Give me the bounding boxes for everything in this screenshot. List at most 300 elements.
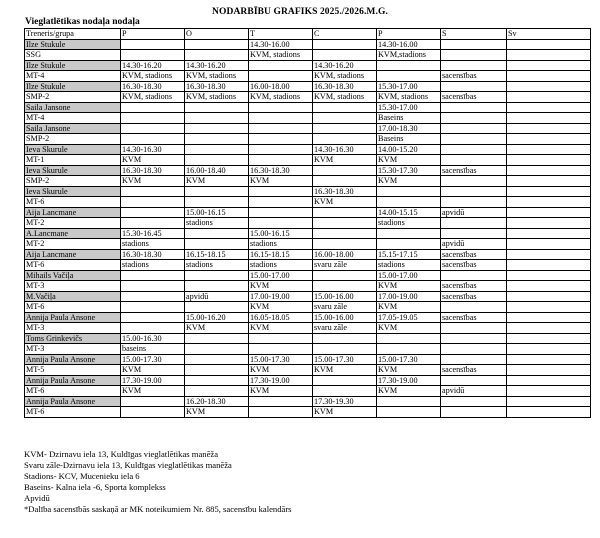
header-cell-thursday: C — [313, 29, 377, 40]
trainer-name-cell: Ieva Skurule — [25, 144, 121, 155]
schedule-cell — [313, 239, 377, 250]
group-row — [25, 50, 591, 61]
schedule-cell — [313, 281, 377, 292]
page-title: NODARBĪBU GRAFIKS 2025./2026.M.G. — [212, 7, 388, 17]
schedule-cell — [507, 92, 591, 103]
schedule-cell: stadions — [185, 218, 249, 229]
schedule-cell — [313, 375, 377, 386]
group-name-cell: SMP-2 — [25, 134, 121, 145]
schedule-cell — [185, 239, 249, 250]
schedule-cell: KVM — [313, 197, 377, 208]
schedule-cell: KVM — [249, 281, 313, 292]
schedule-cell: apvidū — [441, 207, 507, 218]
schedule-cell: Baseins — [377, 113, 441, 124]
schedule-cell — [313, 344, 377, 355]
trainer-row — [25, 165, 591, 176]
schedule-cell: KVM — [249, 386, 313, 397]
trainer-row — [25, 207, 591, 218]
group-row — [25, 386, 591, 397]
schedule-cell: KVM,stadions — [377, 50, 441, 61]
schedule-cell: 15.00-16.00 — [313, 312, 377, 323]
schedule-cell: 15.00-16.00 — [313, 291, 377, 302]
schedule-cell — [249, 218, 313, 229]
group-row — [25, 344, 591, 355]
schedule-cell — [377, 239, 441, 250]
schedule-cell — [121, 270, 185, 281]
schedule-cell: 15.00-16.20 — [185, 312, 249, 323]
schedule-cell — [507, 302, 591, 313]
schedule-cell — [507, 102, 591, 113]
schedule-cell: KVM — [313, 365, 377, 376]
schedule-cell: KVM — [121, 176, 185, 187]
schedule-cell — [185, 354, 249, 365]
schedule-cell: 16.00-18.00 — [313, 249, 377, 260]
schedule-cell: 15.00-17.30 — [249, 354, 313, 365]
trainer-name-cell: Ieva Skurule — [25, 165, 121, 176]
schedule-cell: KVM, stadions — [121, 71, 185, 82]
schedule-cell: KVM — [249, 176, 313, 187]
trainer-row — [25, 270, 591, 281]
group-name-cell: MT-6 — [25, 197, 121, 208]
trainer-name-cell: Aija Lancmane — [25, 249, 121, 260]
schedule-cell — [313, 218, 377, 229]
schedule-cell — [441, 134, 507, 145]
schedule-cell: sacensības — [441, 260, 507, 271]
schedule-cell: svaru zāle — [313, 302, 377, 313]
schedule-cell: 15.00-17.30 — [121, 354, 185, 365]
schedule-cell — [249, 134, 313, 145]
schedule-cell — [377, 344, 441, 355]
schedule-cell — [441, 354, 507, 365]
schedule-cell: 17.30-19.00 — [249, 375, 313, 386]
header-cell-friday: P — [377, 29, 441, 40]
schedule-cell: 16.20-18.30 — [185, 396, 249, 407]
schedule-cell — [121, 186, 185, 197]
schedule-cell — [441, 176, 507, 187]
trainer-name-cell: Ilze Stukule — [25, 39, 121, 50]
group-row — [25, 323, 591, 334]
department-subtitle: Vieglatlētikas nodaļa nodaļa — [25, 17, 140, 27]
schedule-cell — [507, 71, 591, 82]
header-cell-saturday: S — [441, 29, 507, 40]
schedule-cell — [249, 113, 313, 124]
schedule-cell: stadions — [121, 239, 185, 250]
header-cell-wednesday: T — [249, 29, 313, 40]
schedule-cell: 16.30-18.30 — [121, 249, 185, 260]
schedule-cell: 15.30-17.00 — [377, 81, 441, 92]
trainer-row — [25, 312, 591, 323]
schedule-cell: 14.30-16.20 — [121, 60, 185, 71]
schedule-cell: sacensības — [441, 365, 507, 376]
group-name-cell: MT-3 — [25, 344, 121, 355]
schedule-cell: KVM — [377, 176, 441, 187]
schedule-cell — [185, 123, 249, 134]
schedule-cell: 14.30-16.20 — [313, 60, 377, 71]
schedule-cell — [185, 375, 249, 386]
group-row — [25, 281, 591, 292]
schedule-cell: 15.30-16.45 — [121, 228, 185, 239]
schedule-cell — [185, 39, 249, 50]
schedule-cell — [507, 218, 591, 229]
trainer-name-cell: Aija Lancmane — [25, 207, 121, 218]
schedule-cell: KVM — [377, 323, 441, 334]
header-cell-sunday: Sv — [507, 29, 591, 40]
group-name-cell: MT-5 — [25, 365, 121, 376]
schedule-cell: 16.30-18.30 — [121, 165, 185, 176]
schedule-cell: KVM, stadions — [185, 92, 249, 103]
schedule-cell — [249, 102, 313, 113]
schedule-cell — [507, 333, 591, 344]
schedule-cell: 14.00-15.20 — [377, 144, 441, 155]
schedule-cell — [441, 144, 507, 155]
schedule-cell: sacensības — [441, 281, 507, 292]
schedule-cell — [507, 270, 591, 281]
legend-line: *Dalība sacensībās saskaņā ar MK noteikumiem Nr. 885, sacensību kalendārs — [24, 503, 292, 514]
schedule-body — [25, 29, 591, 418]
group-row — [25, 365, 591, 376]
schedule-cell: 15.00-17.00 — [249, 270, 313, 281]
trainer-name-cell: Saila Jansone — [25, 102, 121, 113]
schedule-cell — [507, 354, 591, 365]
group-name-cell: MT-6 — [25, 302, 121, 313]
schedule-cell — [377, 407, 441, 418]
schedule-cell: 17.00-18.30 — [377, 123, 441, 134]
trainer-name-cell: Ilze Stukule — [25, 81, 121, 92]
group-name-cell: MT-3 — [25, 281, 121, 292]
schedule-cell — [185, 197, 249, 208]
trainer-name-cell: Annija Paula Ansone — [25, 375, 121, 386]
schedule-cell: sacensības — [441, 291, 507, 302]
schedule-cell: 15.00-17.00 — [377, 270, 441, 281]
trainer-row — [25, 396, 591, 407]
schedule-cell — [507, 323, 591, 334]
schedule-cell — [507, 281, 591, 292]
trainer-row — [25, 39, 591, 50]
schedule-cell — [121, 39, 185, 50]
schedule-cell — [441, 333, 507, 344]
schedule-cell: 17.30-19.00 — [121, 375, 185, 386]
schedule-cell: sacensības — [441, 71, 507, 82]
trainer-name-cell: Mihails Vačiļa — [25, 270, 121, 281]
trainer-row — [25, 333, 591, 344]
trainer-name-cell: M.Vačiļa — [25, 291, 121, 302]
schedule-cell — [507, 155, 591, 166]
schedule-cell: 15.30-17.00 — [377, 102, 441, 113]
schedule-cell — [441, 102, 507, 113]
schedule-cell: stadions — [377, 218, 441, 229]
schedule-cell: 16.30-18.30 — [185, 81, 249, 92]
schedule-cell: KVM — [185, 407, 249, 418]
schedule-cell — [377, 333, 441, 344]
schedule-cell — [249, 396, 313, 407]
group-name-cell: MT-1 — [25, 155, 121, 166]
schedule-cell: sacensības — [441, 249, 507, 260]
group-row — [25, 302, 591, 313]
schedule-cell: KVM — [121, 155, 185, 166]
schedule-cell — [507, 344, 591, 355]
schedule-cell — [313, 123, 377, 134]
trainer-name-cell: Annija Paula Ansone — [25, 312, 121, 323]
schedule-cell — [507, 134, 591, 145]
legend — [24, 449, 292, 514]
schedule-cell: 17.00-19.00 — [377, 291, 441, 302]
schedule-cell — [185, 281, 249, 292]
schedule-cell — [441, 323, 507, 334]
schedule-cell — [121, 134, 185, 145]
schedule-cell — [441, 218, 507, 229]
schedule-cell — [185, 344, 249, 355]
schedule-cell: sacensības — [441, 92, 507, 103]
schedule-cell — [377, 60, 441, 71]
schedule-cell: baseins — [121, 344, 185, 355]
group-row — [25, 218, 591, 229]
header-cell-tuesday: O — [185, 29, 249, 40]
schedule-cell — [441, 39, 507, 50]
trainer-name-cell: A.Lancmane — [25, 228, 121, 239]
schedule-cell: 15.00-17.30 — [377, 354, 441, 365]
schedule-cell: 15.30-17.30 — [377, 165, 441, 176]
trainer-row — [25, 60, 591, 71]
schedule-cell — [249, 60, 313, 71]
schedule-cell: KVM, stadions — [249, 50, 313, 61]
schedule-cell: 15.00-16.15 — [185, 207, 249, 218]
legend-line: Apvidū — [24, 492, 50, 503]
group-name-cell: SMP-2 — [25, 92, 121, 103]
schedule-cell: 15.15-17.15 — [377, 249, 441, 260]
schedule-cell — [507, 60, 591, 71]
schedule-cell — [249, 197, 313, 208]
schedule-cell — [121, 207, 185, 218]
schedule-cell: svaru zāle — [313, 260, 377, 271]
schedule-cell — [507, 197, 591, 208]
trainer-row — [25, 375, 591, 386]
schedule-cell: 15.00-16.30 — [121, 333, 185, 344]
schedule-cell: KVM — [377, 281, 441, 292]
schedule-cell: 16.00-18.40 — [185, 165, 249, 176]
schedule-cell — [249, 207, 313, 218]
schedule-cell — [121, 197, 185, 208]
group-name-cell: MT-6 — [25, 407, 121, 418]
schedule-cell: 17.30-19.30 — [313, 396, 377, 407]
schedule-cell: KVM — [313, 155, 377, 166]
schedule-cell — [185, 186, 249, 197]
schedule-cell: KVM — [121, 365, 185, 376]
schedule-cell — [507, 375, 591, 386]
trainer-row — [25, 186, 591, 197]
schedule-cell — [507, 207, 591, 218]
trainer-row — [25, 144, 591, 155]
trainer-row — [25, 291, 591, 302]
group-name-cell: MT-2 — [25, 239, 121, 250]
schedule-cell — [507, 113, 591, 124]
group-name-cell: MT-4 — [25, 71, 121, 82]
schedule-cell: 14.30-16.30 — [121, 144, 185, 155]
schedule-cell: KVM — [249, 302, 313, 313]
schedule-cell — [313, 386, 377, 397]
schedule-cell — [507, 228, 591, 239]
schedule-cell — [313, 207, 377, 218]
group-row — [25, 407, 591, 418]
schedule-cell: KVM — [121, 386, 185, 397]
schedule-cell — [377, 71, 441, 82]
schedule-cell: stadions — [121, 260, 185, 271]
group-row — [25, 155, 591, 166]
schedule-cell — [507, 123, 591, 134]
schedule-cell — [507, 365, 591, 376]
group-row — [25, 176, 591, 187]
group-row — [25, 71, 591, 82]
schedule-cell: KVM, stadions — [249, 92, 313, 103]
schedule-cell — [441, 396, 507, 407]
schedule-cell: 17.05-19.05 — [377, 312, 441, 323]
schedule-cell — [313, 176, 377, 187]
schedule-cell — [507, 176, 591, 187]
group-name-cell: MT-4 — [25, 113, 121, 124]
schedule-cell — [185, 113, 249, 124]
schedule-cell — [313, 228, 377, 239]
schedule-cell: 16.30-18.30 — [249, 165, 313, 176]
schedule-cell — [507, 396, 591, 407]
group-row — [25, 197, 591, 208]
schedule-cell: KVM — [313, 407, 377, 418]
group-name-cell: MT-6 — [25, 260, 121, 271]
schedule-cell — [185, 155, 249, 166]
schedule-cell — [377, 197, 441, 208]
schedule-cell — [185, 144, 249, 155]
schedule-cell — [249, 407, 313, 418]
schedule-cell — [249, 71, 313, 82]
schedule-cell — [185, 102, 249, 113]
schedule-cell: KVM — [185, 323, 249, 334]
group-name-cell: SMP-2 — [25, 176, 121, 187]
schedule-cell — [121, 102, 185, 113]
schedule-cell — [313, 165, 377, 176]
schedule-cell — [441, 123, 507, 134]
schedule-cell: KVM — [185, 176, 249, 187]
schedule-cell — [249, 333, 313, 344]
group-row — [25, 239, 591, 250]
schedule-cell: KVM, stadions — [313, 92, 377, 103]
schedule-cell: 17.30-19.00 — [377, 375, 441, 386]
legend-line: Stadions- KCV, Mucenieku iela 6 — [24, 470, 140, 481]
schedule-cell — [185, 134, 249, 145]
group-name-cell: MT-3 — [25, 323, 121, 334]
trainer-row — [25, 354, 591, 365]
schedule-cell — [313, 270, 377, 281]
schedule-cell — [121, 113, 185, 124]
group-name-cell: MT-2 — [25, 218, 121, 229]
schedule-cell — [249, 344, 313, 355]
schedule-cell — [441, 407, 507, 418]
schedule-cell — [313, 333, 377, 344]
schedule-cell — [441, 197, 507, 208]
legend-line: KVM- Dzirnavu iela 13, Kuldīgas vieglatlētikas manēža — [24, 449, 219, 459]
header-row — [25, 29, 591, 40]
schedule-cell — [441, 113, 507, 124]
schedule-cell: apvidū — [441, 386, 507, 397]
schedule-cell: KVM, stadions — [121, 92, 185, 103]
schedule-cell: KVM, stadions — [185, 71, 249, 82]
schedule-cell — [313, 50, 377, 61]
trainer-row — [25, 81, 591, 92]
schedule-cell — [313, 39, 377, 50]
schedule-cell — [441, 344, 507, 355]
schedule-cell — [313, 102, 377, 113]
schedule-cell — [121, 323, 185, 334]
schedule-cell — [441, 186, 507, 197]
schedule-cell — [121, 312, 185, 323]
trainer-name-cell: Annija Paula Ansone — [25, 354, 121, 365]
schedule-cell: KVM — [249, 365, 313, 376]
schedule-cell: KVM — [377, 365, 441, 376]
schedule-cell: stadions — [377, 260, 441, 271]
schedule-cell: 14.30-16.00 — [249, 39, 313, 50]
schedule-cell — [377, 396, 441, 407]
schedule-cell: 16.05-18.05 — [249, 312, 313, 323]
legend-line: Svaru zāle-Dzirnavu iela 13, Kuldīgas vieglatlētikas manēža — [24, 459, 232, 470]
schedule-cell: 14.30-16.00 — [377, 39, 441, 50]
schedule-cell — [185, 270, 249, 281]
schedule-cell — [441, 228, 507, 239]
schedule-cell: stadions — [249, 239, 313, 250]
trainer-row — [25, 123, 591, 134]
group-row — [25, 92, 591, 103]
schedule-cell — [507, 165, 591, 176]
schedule-cell: KVM — [377, 302, 441, 313]
group-row — [25, 134, 591, 145]
schedule-cell — [507, 50, 591, 61]
schedule-cell — [249, 186, 313, 197]
header-cell-trainer: Treneris/grupa — [25, 29, 121, 40]
group-row — [25, 260, 591, 271]
schedule-cell — [441, 270, 507, 281]
schedule-table — [24, 28, 591, 418]
schedule-cell — [441, 50, 507, 61]
schedule-cell: KVM, stadions — [377, 92, 441, 103]
schedule-cell — [121, 123, 185, 134]
schedule-cell: 16.30-18.30 — [121, 81, 185, 92]
schedule-cell — [249, 144, 313, 155]
schedule-cell: 15.00-17.30 — [313, 354, 377, 365]
trainer-name-cell: Annija Paula Ansone — [25, 396, 121, 407]
schedule-cell — [185, 50, 249, 61]
schedule-cell: apvidū — [185, 291, 249, 302]
schedule-cell: 14.00-15.15 — [377, 207, 441, 218]
schedule-cell: Baseins — [377, 134, 441, 145]
schedule-cell — [507, 144, 591, 155]
schedule-cell: 16.30-18.30 — [313, 81, 377, 92]
schedule-cell — [507, 386, 591, 397]
schedule-cell: 16.15-18.15 — [249, 249, 313, 260]
schedule-cell — [507, 291, 591, 302]
trainer-name-cell: Ieva Skurule — [25, 186, 121, 197]
schedule-cell — [185, 365, 249, 376]
schedule-cell: 16.15-18.15 — [185, 249, 249, 260]
schedule-cell — [121, 218, 185, 229]
schedule-cell — [121, 407, 185, 418]
schedule-cell — [121, 291, 185, 302]
schedule-cell: 15.00-16.15 — [249, 228, 313, 239]
schedule-cell — [121, 281, 185, 292]
trainer-name-cell: Saila Jansone — [25, 123, 121, 134]
trainer-row — [25, 102, 591, 113]
schedule-cell: 14.30-16.30 — [313, 144, 377, 155]
schedule-cell — [507, 249, 591, 260]
trainer-row — [25, 249, 591, 260]
schedule-cell — [313, 113, 377, 124]
legend-line: Baseins- Kalna iela -6, Sporta komplekss — [24, 481, 166, 492]
schedule-cell: 17.00-19.00 — [249, 291, 313, 302]
